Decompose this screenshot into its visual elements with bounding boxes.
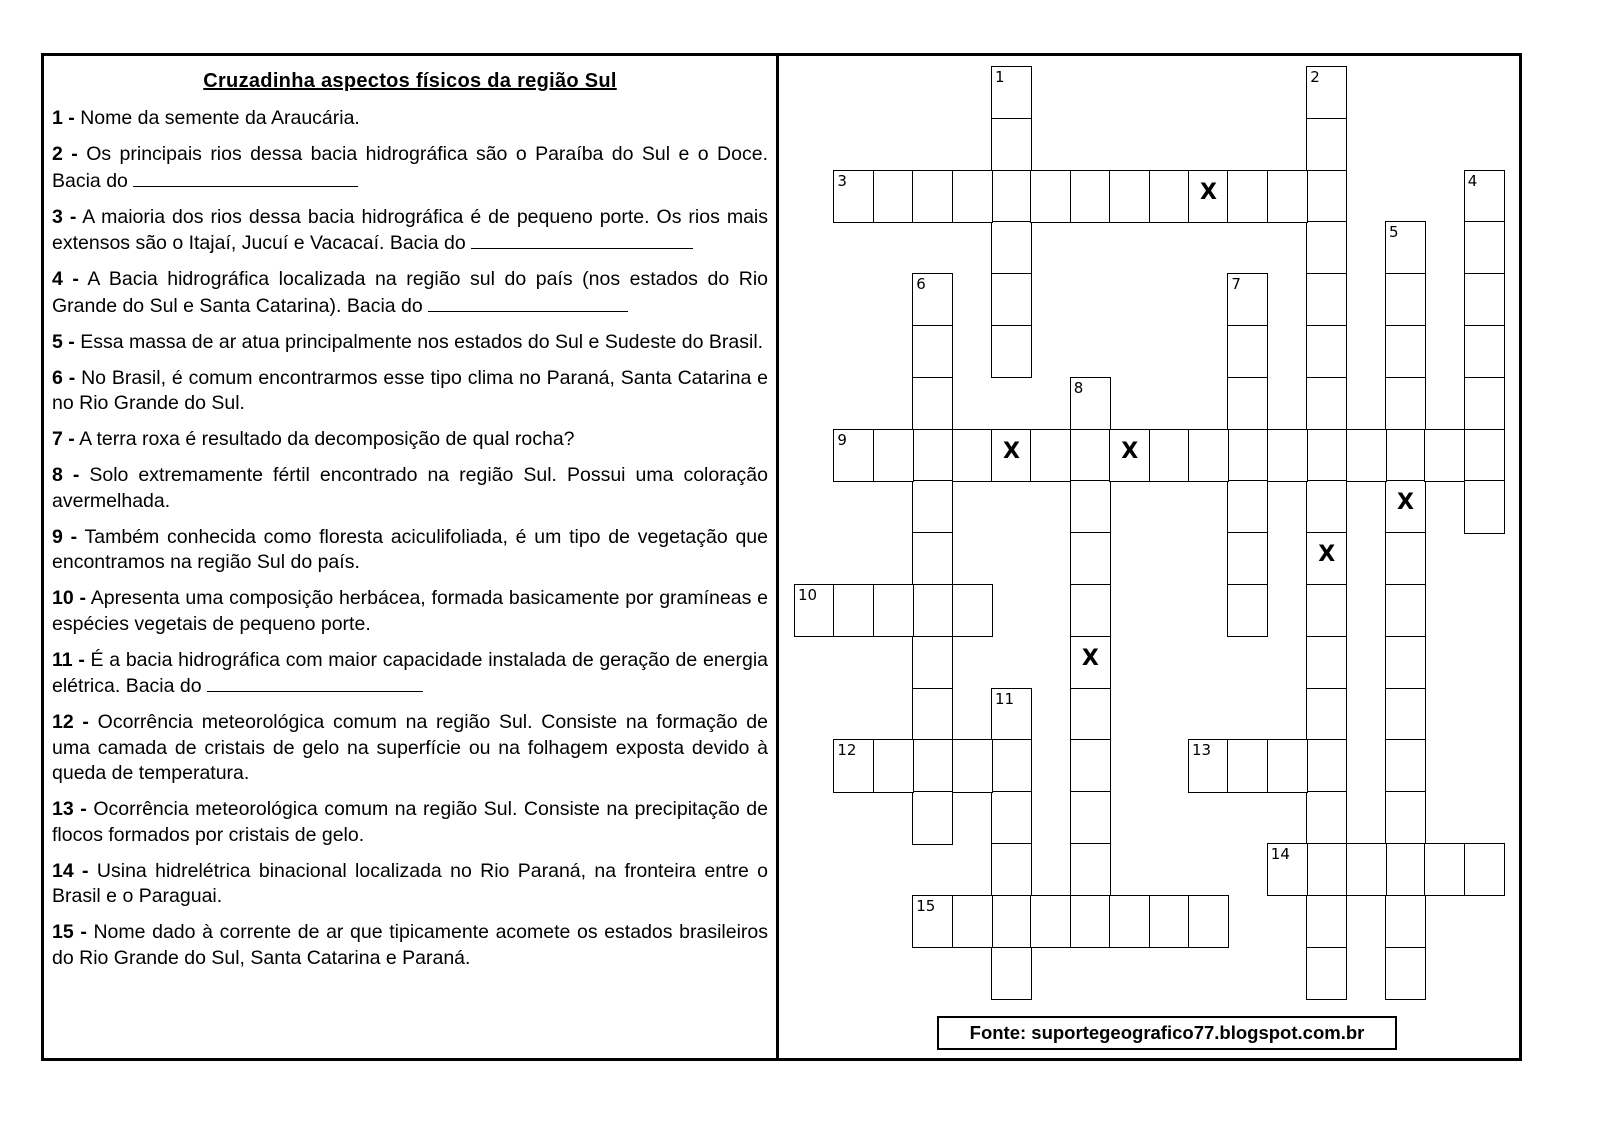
- clue-text: A Bacia hidrográfica localizada na região sul do país (nos estados do Rio Grande do Sul e Santa Catarina). Bacia do: [52, 268, 769, 317]
- clue-6: [52, 366, 768, 417]
- clues-panel: [52, 70, 768, 982]
- clue-14: [52, 859, 768, 910]
- clue-text: Ocorrência meteorológica comum na região Sul. Consiste na formação de uma camada de cristais de gelo na superfície ou na folhagem exposta devido à queda de temperatura.: [52, 711, 768, 784]
- clue-text: A maioria dos rios dessa bacia hidrográfica é de pequeno porte. Os rios mais extensos são o Itajaí, Jucuí e Vacacaí. Bacia do: [52, 205, 769, 254]
- cell-number: 7: [1231, 275, 1241, 294]
- cell-number: 13: [1192, 741, 1212, 760]
- cell-number: 5: [1389, 223, 1399, 242]
- worksheet-title: Cruzadinha aspectos físicos da região Sul: [203, 70, 617, 92]
- cell-number: 1: [995, 68, 1005, 86]
- clue-number: 14 -: [52, 859, 89, 882]
- clue-text: Essa massa de ar atua principalmente nos estados do Sul e Sudeste do Brasil.: [80, 330, 764, 353]
- clue-number: 4 -: [52, 268, 79, 290]
- clue-number: 13 -: [52, 798, 87, 820]
- cell-number: 15: [916, 896, 936, 915]
- source-credit: Fonte: suportegeografico77.blogspot.com.br: [937, 1016, 1397, 1050]
- blocked-cell-mark: X: [1318, 542, 1336, 568]
- clue-number: 8 -: [52, 464, 80, 486]
- clue-13: [52, 797, 768, 848]
- cell-number: 6: [916, 275, 926, 294]
- clue-10: [52, 586, 768, 637]
- clue-1: [52, 106, 768, 132]
- cell-number: 11: [995, 689, 1015, 708]
- clue-4: [52, 267, 768, 319]
- clue-number: 3 -: [52, 205, 77, 228]
- clue-number: 2 -: [52, 143, 78, 165]
- clue-number: 12 -: [52, 711, 89, 733]
- cell-number: 8: [1073, 378, 1084, 397]
- clue-9: [52, 525, 768, 576]
- blocked-cell-mark: X: [1003, 438, 1020, 464]
- clue-number: 6 -: [52, 366, 76, 389]
- clue-number: 11 -: [52, 648, 85, 671]
- clue-number: 15 -: [52, 921, 87, 943]
- clue-12: [52, 710, 768, 787]
- clue-2: [52, 142, 768, 194]
- cell-number: 2: [1310, 68, 1320, 86]
- clue-number: 1 -: [52, 107, 75, 129]
- clue-text: Nome da semente da Araucária.: [80, 107, 360, 129]
- cell-number: 14: [1270, 845, 1290, 863]
- cell-number: 10: [798, 586, 818, 604]
- column-divider: [776, 53, 779, 1061]
- clue-8: [52, 463, 768, 514]
- answer-blank[interactable]: [428, 293, 628, 312]
- answer-blank[interactable]: [207, 673, 423, 692]
- clue-text: Usina hidrelétrica binacional localizada no Rio Paraná, na fronteira entre o Brasil e o Paraguai.: [52, 859, 768, 907]
- clue-list: [52, 106, 768, 971]
- clue-5: [52, 330, 768, 356]
- cell-number: 12: [837, 741, 857, 760]
- cell-number: 9: [837, 430, 847, 449]
- clue-text: A terra roxa é resultado da decomposição de qual rocha?: [79, 428, 575, 450]
- blocked-cell-mark: X: [1397, 490, 1414, 516]
- clue-text: É a bacia hidrográfica com maior capacidade instalada de geração de energia elétrica. Bacia do: [52, 648, 769, 697]
- clue-number: 10 -: [52, 587, 86, 609]
- clue-number: 5 -: [52, 330, 75, 353]
- answer-blank[interactable]: [471, 230, 693, 249]
- clue-text: Os principais rios dessa bacia hidrográfica são o Paraíba do Sul e o Doce. Bacia do: [52, 143, 768, 192]
- clue-text: Solo extremamente fértil encontrado na região Sul. Possui uma coloração avermelhada.: [52, 464, 768, 512]
- clue-7: [52, 427, 768, 453]
- clue-15: [52, 920, 768, 971]
- clue-text: Ocorrência meteorológica comum na região Sul. Consiste na precipitação de flocos formados por cristais de gelo.: [52, 798, 768, 846]
- cell-number: 4: [1467, 171, 1478, 190]
- clue-text: No Brasil, é comum encontrarmos esse tipo clima no Paraná, Santa Catarina e no Rio Grande do Sul.: [52, 366, 768, 414]
- blocked-cell-mark: X: [1081, 645, 1099, 671]
- blocked-cell-mark: X: [1200, 179, 1217, 205]
- clue-number: 7 -: [52, 428, 75, 450]
- clue-number: 9 -: [52, 525, 78, 548]
- clue-text: Apresenta uma composição herbácea, formada basicamente por gramíneas e espécies vegetais de pequeno porte.: [52, 587, 768, 635]
- answer-blank[interactable]: [133, 168, 358, 187]
- clue-text: Nome dado à corrente de ar que tipicamente acomete os estados brasileiros do Rio Grande do Sul, Santa Catarina e Paraná.: [52, 921, 769, 969]
- blocked-cell-mark: X: [1121, 438, 1139, 464]
- cell-number: 3: [837, 171, 847, 190]
- clue-3: [52, 205, 768, 257]
- clue-11: [52, 648, 768, 700]
- clue-text: Também conhecida como floresta aciculifoliada, é um tipo de vegetação que encontramos na região Sul do país.: [52, 525, 768, 573]
